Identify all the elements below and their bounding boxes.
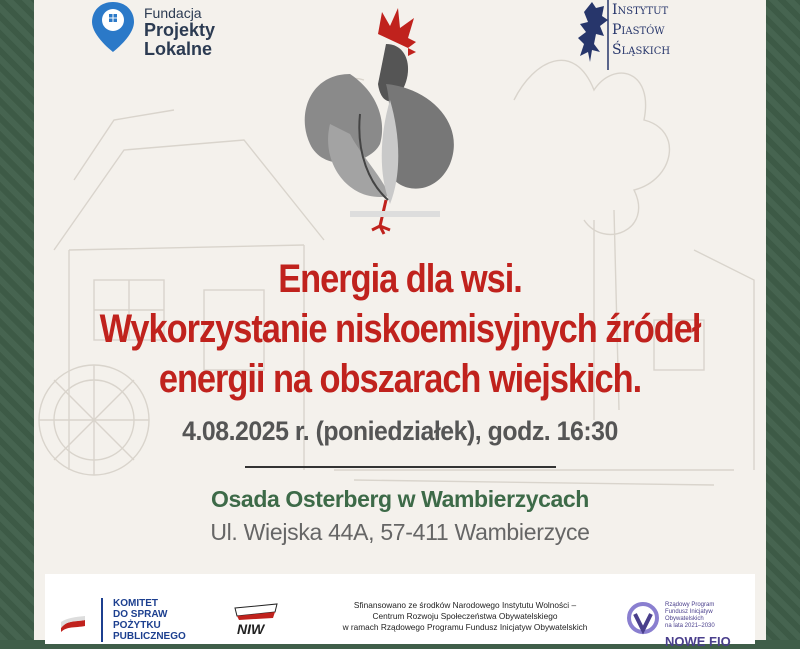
ips-line1: Instytut (612, 2, 669, 18)
poster (34, 0, 766, 649)
komitet-line3: POŻYTKU (113, 620, 161, 631)
event-address: Ul. Wiejska 44A, 57-411 Wambierzyce (210, 519, 590, 545)
event-venue: Osada Osterberg w Wambierzycach (211, 486, 589, 512)
fio-big-text: NOWE FIO (665, 634, 731, 649)
ips-line3: Śląskich (612, 42, 671, 58)
fio-line1: Rządowy Program (665, 602, 715, 608)
funding-line1: Sfinansowano ze środków Narodowego Instytutu Wolności – (353, 600, 577, 610)
funding-line2: Centrum Rozwoju Społeczeństwa Obywatelskiego (372, 611, 558, 621)
funding-note (295, 600, 635, 633)
nowe-fio-logo (625, 600, 755, 649)
fio-line2: Fundusz Inicjatyw (665, 609, 713, 615)
polish-flag-icon (59, 618, 87, 636)
fundacja-projekty-lokalne-logo (90, 0, 215, 60)
komitet-logo (59, 598, 186, 642)
fio-emblem-icon (625, 600, 661, 644)
komitet-line2: DO SPRAW (113, 609, 168, 620)
ips-line2: Piastów (612, 22, 665, 38)
event-date: 4.08.2025 r. (poniedziałek), godz. 16:30 (182, 416, 618, 446)
funding-line3: w ramach Rządowego Programu Fundusz Inicjatyw Obywatelskich (342, 622, 588, 632)
event-title-line1: Energia dla wsi. (278, 257, 522, 301)
rooster-illustration (290, 4, 460, 244)
event-title-line2: Wykorzystanie niskoemisyjnych źródeł (99, 307, 701, 351)
niw-logo (231, 602, 281, 636)
fpl-line2: Projekty (144, 19, 216, 40)
fio-line3: Obywatelskich (665, 616, 704, 622)
fpl-line1: Fundacja (144, 5, 202, 21)
instytut-piastow-slaskich-logo (574, 0, 670, 72)
fio-line4: na lata 2021–2030 (665, 623, 715, 629)
fpl-line3: Lokalne (144, 38, 213, 59)
niw-text: NIW (237, 621, 265, 637)
sponsor-footer (45, 574, 755, 649)
komitet-line4: PUBLICZNEGO (113, 631, 186, 642)
komitet-line1: KOMITET (113, 598, 158, 609)
divider (245, 466, 556, 468)
event-title-line3: energii na obszarach wiejskich. (158, 357, 642, 401)
map-pin-icon (90, 0, 136, 54)
eagle-icon (574, 0, 610, 70)
